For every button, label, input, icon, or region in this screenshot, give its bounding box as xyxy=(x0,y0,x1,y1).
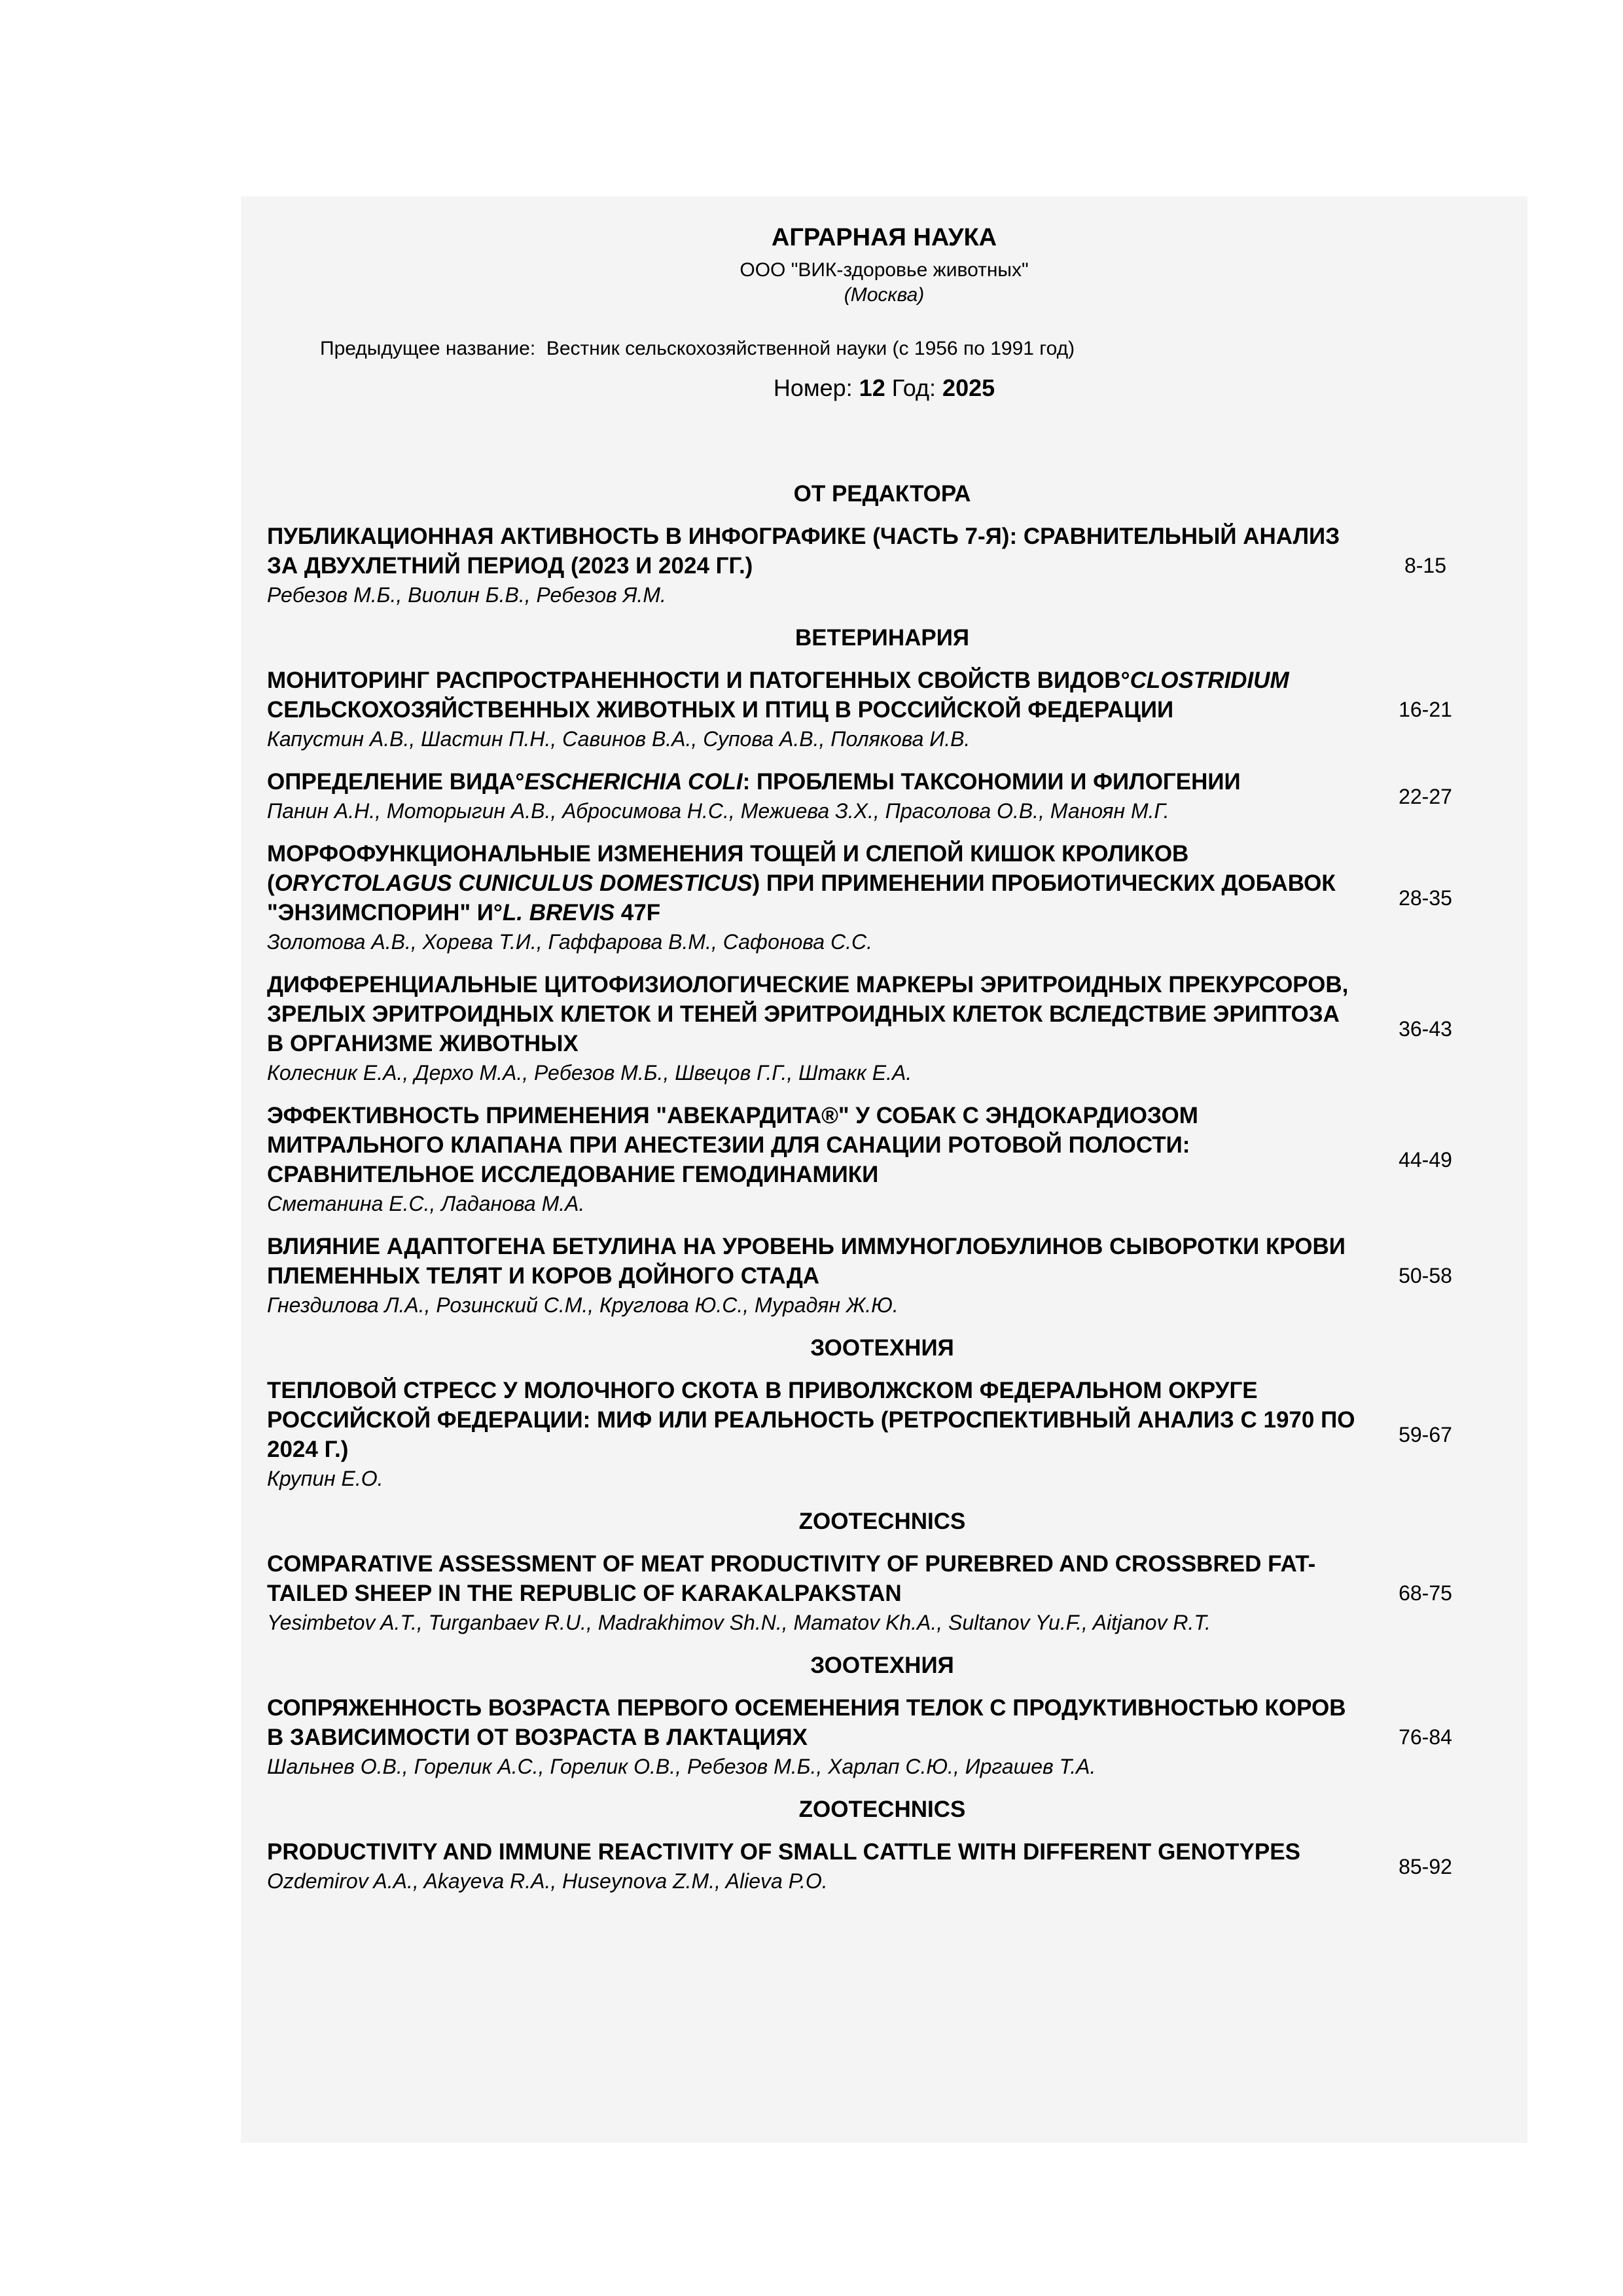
article-entry xyxy=(267,970,1510,1088)
article-title-link[interactable] xyxy=(267,839,1360,927)
journal-title: АГРАРНАЯ НАУКА xyxy=(771,224,997,251)
article-authors: Сметанина Е.С., Ладанова М.А. xyxy=(267,1192,585,1215)
article-authors: Панин А.Н., Моторыгин А.В., Абросимова Н.С., Межиева З.Х., Прасолова О.В., Маноян М.Г. xyxy=(267,799,1169,823)
article-entry xyxy=(267,1232,1510,1320)
article-text xyxy=(267,1693,1360,1782)
title-segment: ВЛИЯНИЕ АДАПТОГЕНА БЕТУЛИНА НА УРОВЕНЬ ИММУНОГЛОБУЛИНОВ СЫВОРОТКИ КРОВИ ПЛЕМЕННЫХ ТЕЛЯТ И КОРОВ ДОЙНОГО СТАДА xyxy=(267,1234,1352,1289)
section-heading: ЗООТЕХНИЯ xyxy=(810,1335,954,1361)
article-text xyxy=(267,839,1360,957)
title-segment: ОПРЕДЕЛЕНИЕ ВИДА° xyxy=(267,769,525,795)
title-segment: МОНИТОРИНГ РАСПРОСТРАНЕННОСТИ И ПАТОГЕННЫХ СВОЙСТВ ВИДОВ° xyxy=(267,668,1130,693)
article-title-link[interactable] xyxy=(267,666,1360,725)
article-entry xyxy=(267,767,1510,826)
article-pages: 8-15 xyxy=(1404,554,1447,577)
title-segment: ДИФФЕРЕНЦИАЛЬНЫЕ ЦИТОФИЗИОЛОГИЧЕСКИЕ МАРКЕРЫ ЭРИТРОИДНЫХ ПРЕКУРСОРОВ, ЗРЕЛЫХ ЭРИТРОИДНЫХ КЛЕТОК И ТЕНЕЙ ЭРИТРОИДНЫХ КЛЕТОК ВСЛЕДСТВИЕ ЭРИПТОЗА В ОРГАНИЗМЕ ЖИВОТНЫХ xyxy=(267,972,1355,1056)
article-title-link[interactable] xyxy=(267,1693,1360,1752)
title-segment: СОПРЯЖЕННОСТЬ ВОЗРАСТА ПЕРВОГО ОСЕМЕНЕНИЯ ТЕЛОК С ПРОДУКТИВНОСТЬЮ КОРОВ В ЗАВИСИМОСТИ ОТ ВОЗРАСТА В ЛАКТАЦИЯХ xyxy=(267,1695,1353,1750)
article-authors: Гнездилова Л.А., Розинский С.М., Круглова Ю.С., Мурадян Ж.Ю. xyxy=(267,1293,899,1317)
title-segment: PRODUCTIVITY AND IMMUNE REACTIVITY OF SMALL CATTLE WITH DIFFERENT GENOTYPES xyxy=(267,1839,1300,1865)
title-segment: COMPARATIVE ASSESSMENT OF MEAT PRODUCTIVITY OF PUREBRED AND CROSSBRED FAT-TAILED SHEEP IN THE REPUBLIC OF KARAKALPAKSTAN xyxy=(267,1551,1316,1606)
article-authors: Крупин Е.О. xyxy=(267,1467,383,1490)
article-title-link[interactable] xyxy=(267,767,1360,797)
article-title-link[interactable] xyxy=(267,1232,1360,1291)
article-authors: Золотова А.В., Хорева Т.И., Гаффарова В.М., Сафонова С.С. xyxy=(267,930,872,954)
article-pages: 16-21 xyxy=(1399,698,1452,721)
article-authors: Шальнев О.В., Горелик А.С., Горелик О.В., Ребезов М.Б., Харлап С.Ю., Иргашев Т.А. xyxy=(267,1755,1096,1778)
article-entry xyxy=(267,1101,1510,1219)
city: (Москва) xyxy=(844,284,925,306)
article-text xyxy=(267,1101,1360,1219)
article-text xyxy=(267,666,1360,754)
article-entry xyxy=(267,522,1510,610)
article-authors: Ребезов М.Б., Виолин Б.В., Ребезов Я.М. xyxy=(267,583,666,607)
issue-info xyxy=(241,374,1527,402)
previous-name: Предыдущее название: Вестник сельскохозяйственной науки (с 1956 по 1991 год) xyxy=(320,338,1075,359)
title-segment: 47F xyxy=(615,900,661,925)
article-pages: 36-43 xyxy=(1399,1016,1452,1041)
article-pages: 59-67 xyxy=(1399,1422,1452,1446)
year-label: Год: xyxy=(885,374,943,401)
title-segment: ) ПРИ ПРИМЕНЕНИИ ПРОБИОТИЧЕСКИХ ДОБАВОК "ЭНЗИМСПОРИН" И° xyxy=(267,870,1342,925)
title-segment: ТЕПЛОВОЙ СТРЕСС У МОЛОЧНОГО СКОТА В ПРИВОЛЖСКОМ ФЕДЕРАЛЬНОМ ОКРУГЕ РОССИЙСКОЙ ФЕДЕРАЦИИ: МИФ ИЛИ РЕАЛЬНОСТЬ (РЕТРОСПЕКТИВНЫЙ АНАЛИЗ С 1970 ПО 2024 Г.) xyxy=(267,1378,1362,1462)
article-entry xyxy=(267,839,1510,957)
article-pages: 22-27 xyxy=(1399,784,1452,808)
article-text xyxy=(267,522,1360,610)
article-text xyxy=(267,1549,1360,1638)
article-text xyxy=(267,1232,1360,1320)
title-latin-term: ORYCTOLAGUS CUNICULUS DOMESTICUS xyxy=(274,870,753,896)
article-authors: Капустин А.В., Шастин П.Н., Савинов В.А., Супова А.В., Полякова И.В. xyxy=(267,727,971,751)
article-pages: 28-35 xyxy=(1399,886,1452,910)
section-heading: ZOOTECHNICS xyxy=(798,1509,966,1534)
table-of-contents xyxy=(267,479,1510,1909)
title-segment: : ПРОБЛЕМЫ ТАКСОНОМИИ И ФИЛОГЕНИИ xyxy=(742,769,1241,795)
number-label: Номер: xyxy=(773,374,859,401)
article-title-link[interactable] xyxy=(267,1376,1360,1464)
article-text xyxy=(267,1376,1360,1494)
title-latin-term: L. BREVIS xyxy=(502,900,615,925)
article-entry xyxy=(267,1693,1510,1782)
article-pages: 50-58 xyxy=(1399,1264,1452,1287)
section-heading: ВЕТЕРИНАРИЯ xyxy=(794,625,970,651)
article-title-link[interactable] xyxy=(267,1101,1360,1189)
issue-year: 2025 xyxy=(942,374,995,401)
article-authors: Колесник Е.А., Дерхо М.А., Ребезов М.Б., Швецов Г.Г., Штакк Е.А. xyxy=(267,1061,912,1085)
article-pages: 76-84 xyxy=(1399,1725,1452,1749)
section-heading: ОТ РЕДАКТОРА xyxy=(793,481,971,507)
section-heading: ЗООТЕХНИЯ xyxy=(810,1653,954,1678)
article-entry xyxy=(267,1376,1510,1494)
title-segment: ПУБЛИКАЦИОННАЯ АКТИВНОСТЬ В ИНФОГРАФИКЕ (ЧАСТЬ 7-Я): СРАВНИТЕЛЬНЫЙ АНАЛИЗ ЗА ДВУХЛЕТНИЙ ПЕРИОД (2023 И 2024 ГГ.) xyxy=(267,524,1346,579)
title-latin-term: CLOSTRIDIUM xyxy=(1130,668,1289,693)
article-pages: 85-92 xyxy=(1399,1854,1452,1878)
article-title-link[interactable] xyxy=(267,522,1360,581)
article-text xyxy=(267,970,1360,1088)
article-pages: 44-49 xyxy=(1399,1147,1452,1172)
article-text xyxy=(267,1837,1360,1896)
article-entry xyxy=(267,666,1510,754)
article-entry xyxy=(267,1837,1510,1896)
article-text xyxy=(267,767,1360,826)
title-segment: МОРФОФУНКЦИОНАЛЬНЫЕ ИЗМЕНЕНИЯ ТОЩЕЙ И СЛЕПОЙ КИШОК КРОЛИКОВ ( xyxy=(267,841,1196,896)
section-heading: ZOOTECHNICS xyxy=(798,1797,966,1822)
issue-contents-panel xyxy=(241,196,1527,2143)
title-latin-term: ESCHERICHIA COLI xyxy=(524,769,743,795)
issue-number: 12 xyxy=(859,374,885,401)
title-segment: СЕЛЬСКОХОЗЯЙСТВЕННЫХ ЖИВОТНЫХ И ПТИЦ В РОССИЙСКОЙ ФЕДЕРАЦИИ xyxy=(267,668,1321,723)
article-entry xyxy=(267,1549,1510,1638)
title-segment: ЭФФЕКТИВНОСТЬ ПРИМЕНЕНИЯ "АВЕКАРДИТА®" У СОБАК С ЭНДОКАРДИОЗОМ МИТРАЛЬНОГО КЛАПАНА ПРИ АНЕСТЕЗИИ ДЛЯ САНАЦИИ РОТОВОЙ ПОЛОСТИ: СРАВНИТЕЛЬНОЕ ИССЛЕДОВАНИЕ ГЕМОДИНАМИКИ xyxy=(267,1103,1205,1187)
article-title-link[interactable] xyxy=(267,1837,1360,1867)
article-title-link[interactable] xyxy=(267,970,1360,1058)
article-authors: Ozdemirov A.A., Akayeva R.A., Huseynova Z.M., Alieva P.O. xyxy=(267,1869,828,1893)
article-authors: Yesimbetov A.T., Turganbaev R.U., Madrakhimov Sh.N., Mamatov Kh.A., Sultanov Yu.F., Aitjanov R.T. xyxy=(267,1611,1211,1634)
article-title-link[interactable] xyxy=(267,1549,1360,1608)
publisher: ООО "ВИК-здоровье животных" xyxy=(740,259,1029,281)
article-pages: 68-75 xyxy=(1399,1581,1452,1605)
